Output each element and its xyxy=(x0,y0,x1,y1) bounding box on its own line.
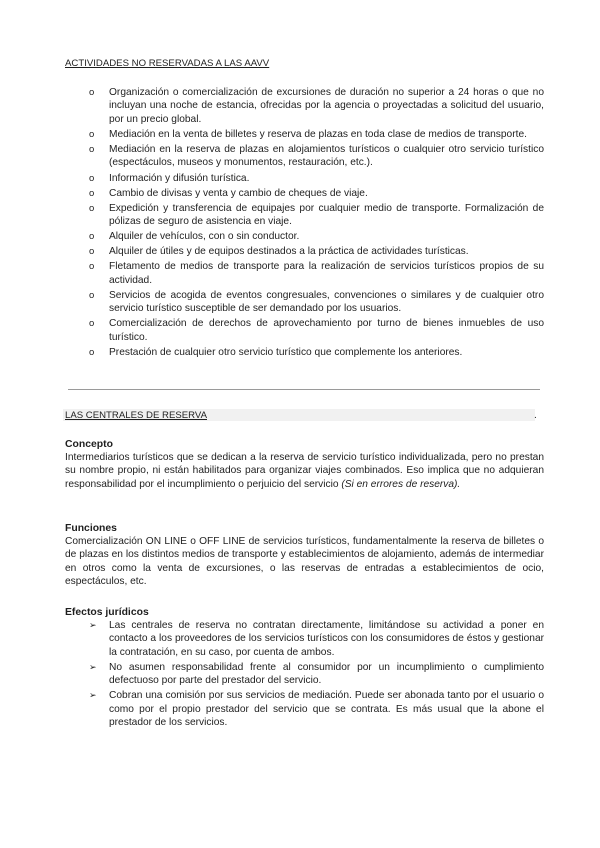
concepto-heading: Concepto xyxy=(65,439,113,450)
circle-bullet-icon: o xyxy=(89,87,95,98)
title-trailing-period: . xyxy=(534,410,537,421)
aavv-section-title: ACTIVIDADES NO RESERVADAS A LAS AAVV xyxy=(65,58,270,69)
circle-bullet-icon: o xyxy=(89,128,95,140)
list-item: o Información y difusión turística. xyxy=(89,172,250,184)
arrow-bullet-icon: ➢ xyxy=(89,690,97,701)
circle-bullet-icon: o xyxy=(89,261,95,273)
list-item: o Organización o comercialización de excursiones de duración no superior a 24 horas o que no incluyan una noche de estancia, ofrecidas por la agencia o proyectadas a solicitud del usuario, por un precio global. xyxy=(89,87,544,125)
circle-bullet-icon: o xyxy=(89,289,95,301)
section-divider xyxy=(68,389,540,390)
circle-bullet-icon: o xyxy=(89,246,95,258)
list-item: o Expedición y transferencia de equipajes por cualquier medio de transporte. Formalización de pólizas de seguro de asistencia en viaje. xyxy=(89,202,544,228)
list-item: o Fletamento de medios de transporte para la realización de servicios turísticos propios de su actividad. xyxy=(89,261,544,286)
list-item: o Comercialización de derechos de aprovechamiento por turno de bienes inmuebles de uso turístico. xyxy=(89,318,544,343)
concepto-note: (Si en errores de reserva). xyxy=(341,478,461,490)
arrow-bullet-icon: ➢ xyxy=(89,661,97,672)
list-item: ➢ No asumen responsabilidad frente al consumidor por un incumplimiento o cumplimiento defectuoso por parte del prestador del servicio. xyxy=(89,661,544,687)
centrales-section-title: LAS CENTRALES DE RESERVA xyxy=(65,410,207,421)
efectos-list xyxy=(89,619,544,731)
list-item: o Mediación en la venta de billetes y reserva de plazas en toda clase de medios de transporte. xyxy=(89,128,527,140)
circle-bullet-icon: o xyxy=(89,202,95,214)
list-item: ➢ Las centrales de reserva no contratan directamente, limitándose su actividad a poner en contacto a los proveedores de los servicios turísticos con los consumidores de éstos y gestionar la contratación, en su caso, por cuenta de ambos. xyxy=(89,620,544,658)
circle-bullet-icon: o xyxy=(89,231,95,243)
circle-bullet-icon: o xyxy=(89,346,95,358)
aavv-activity-list xyxy=(89,86,544,361)
circle-bullet-icon: o xyxy=(89,144,95,155)
circle-bullet-icon: o xyxy=(89,318,95,330)
list-item: ➢ Cobran una comisión por sus servicios de mediación. Puede ser abonada tanto por el usuario o como por el propio prestador del servicio que se contrata. Es más usual que la abone el prestador de los servicios. xyxy=(89,690,544,729)
list-item: o Servicios de acogida de eventos congresuales, convenciones o similares y de cualquier otro servicio turístico susceptible de ser demandado por los usuarios. xyxy=(89,289,544,315)
funciones-paragraph: Comercialización ON LINE o OFF LINE de servicios turísticos, fundamentalmente la reserva de billetes o de plazas en los distintos medios de transporte y establecimientos de alojamiento, además de intermediar en otros como la venta de excursiones, o las reservas de entradas a establecimientos de ocio, espectáculos, etc. xyxy=(65,536,544,588)
circle-bullet-icon: o xyxy=(89,172,95,184)
list-item: o Alquiler de vehículos, con o sin conductor. xyxy=(89,231,300,243)
efectos-heading: Efectos jurídicos xyxy=(65,607,149,618)
circle-bullet-icon: o xyxy=(89,187,95,199)
list-item: o Mediación en la reserva de plazas en alojamientos turísticos o cualquier otro servicio turístico (espectáculos, museos y monumentos, restauración, etc.). xyxy=(89,144,544,169)
funciones-heading: Funciones xyxy=(65,523,117,534)
list-item: o Prestación de cualquier otro servicio turístico que complemente los anteriores. xyxy=(89,346,463,358)
list-item: o Cambio de divisas y venta y cambio de cheques de viaje. xyxy=(89,187,368,199)
arrow-bullet-icon: ➢ xyxy=(89,620,97,630)
list-item: o Alquiler de útiles y de equipos destinados a la práctica de actividades turísticas. xyxy=(89,246,469,258)
concepto-paragraph: Intermediarios turísticos que se dedican a la reserva de servicio turístico individualizada, pero no prestan su nombre propio, ni están habilitados para organizar viajes combinados. Eso implica que no adquieran responsabilidad por el incumplimiento o perjuicio del servicio (Si en errores de reserva). xyxy=(65,452,544,490)
